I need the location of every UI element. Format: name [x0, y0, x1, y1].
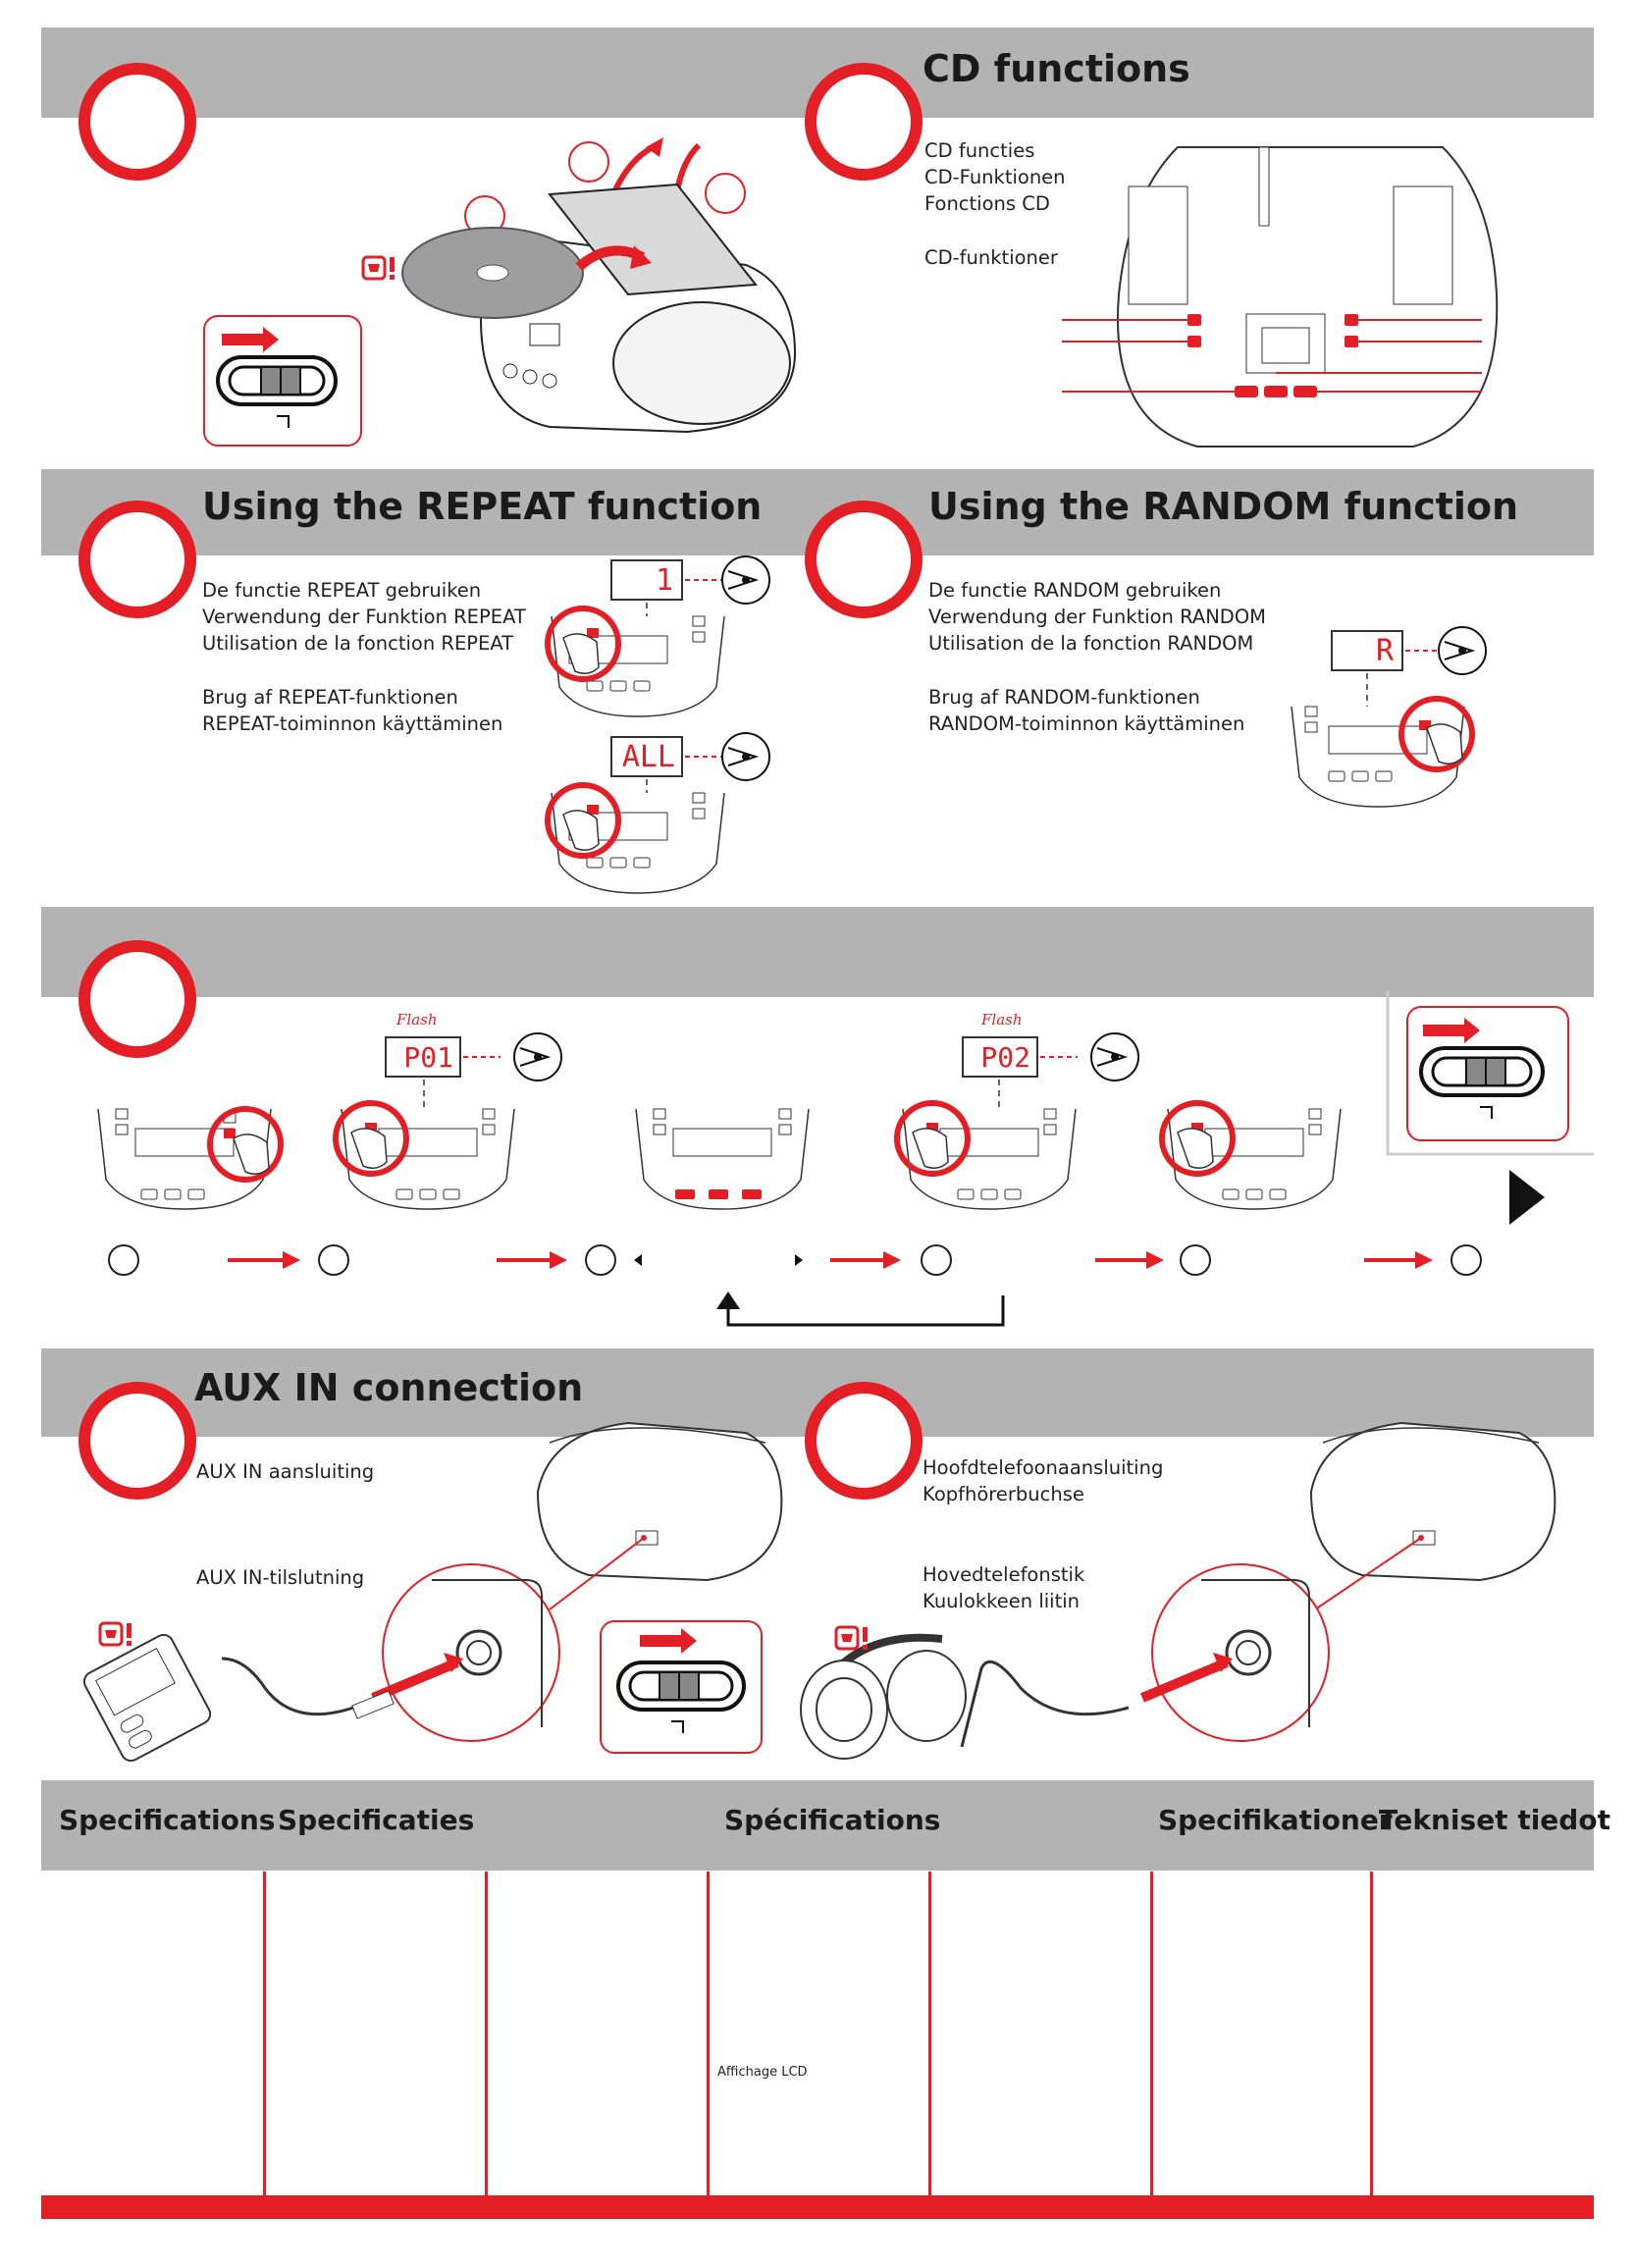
aux-line-1: AUX IN aansluiting	[196, 1460, 375, 1483]
repeat-line-fi: REPEAT-toiminnon käyttäminen	[202, 712, 503, 735]
repeat-line-nl: De functie REPEAT gebruiken	[202, 579, 482, 602]
spec-divider	[1150, 1872, 1153, 2195]
repeat-line-da: Brug af REPEAT-funktionen	[202, 686, 458, 709]
repeat-display-2-value: ALL	[621, 740, 675, 774]
cd-functions-line-de: CD-Funktionen	[924, 166, 1066, 188]
random-display-value: R	[1375, 634, 1394, 668]
step-circle-4	[805, 501, 923, 618]
spec-divider	[928, 1872, 931, 2195]
random-line-fi: RANDOM-toiminnon käyttäminen	[928, 712, 1245, 735]
cd-functions-line-nl: CD functies	[924, 139, 1035, 162]
repeat-display-2	[610, 736, 683, 777]
step-circle-3	[79, 501, 196, 618]
random-title: Using the RANDOM function	[928, 485, 1519, 528]
spec-lcd-label: Affichage LCD	[717, 2065, 808, 2080]
headphone-line-da: Hovedtelefonstik	[923, 1563, 1085, 1586]
aux-line-2: AUX IN-tilslutning	[196, 1566, 365, 1589]
cd-functions-line-fr: Fonctions CD	[924, 192, 1050, 215]
switch-slider-icon	[601, 1621, 762, 1753]
play-triangle-icon	[1509, 1170, 1545, 1225]
spec-header-fi: Tekniset tiedot	[1379, 1804, 1610, 1836]
spec-header-fr: Spécifications	[724, 1804, 941, 1836]
program-display-1	[385, 1036, 461, 1078]
cart-warning-icon	[363, 257, 395, 280]
spec-divider	[485, 1872, 488, 2195]
repeat-display-1	[610, 559, 683, 601]
eye-icon	[722, 556, 769, 604]
arrow-right-icon	[1364, 1251, 1433, 1269]
aux-title: AUX IN connection	[194, 1366, 584, 1409]
program-display-1-value: P01	[403, 1041, 453, 1074]
arrow-right-icon	[228, 1251, 300, 1269]
step-circle-2	[805, 63, 923, 181]
headphone-line-fi: Kuulokkeen liitin	[923, 1590, 1080, 1612]
headphone-line-nl: Hoofdtelefoonaansluiting	[923, 1456, 1164, 1479]
step-circle-1	[79, 63, 196, 181]
step-circle-6	[79, 1382, 196, 1500]
random-line-nl: De functie RANDOM gebruiken	[928, 579, 1222, 602]
eye-icon	[722, 733, 769, 780]
spec-divider	[263, 1872, 266, 2195]
cart-warning-icon	[836, 1627, 868, 1650]
repeat-title: Using the REPEAT function	[202, 485, 763, 528]
arrow-right-icon	[830, 1251, 901, 1269]
spec-divider	[707, 1872, 710, 2195]
headphone-line-de: Kopfhörerbuchse	[923, 1483, 1084, 1505]
repeat-line-de: Verwendung der Funktion REPEAT	[202, 606, 526, 628]
spec-divider	[1370, 1872, 1373, 2195]
program-flash-2: Flash	[981, 1011, 1023, 1029]
eye-icon	[514, 1033, 561, 1081]
random-display	[1331, 630, 1403, 671]
switch-slider-icon	[204, 316, 361, 446]
cart-warning-icon	[100, 1623, 132, 1646]
cd-functions-line-da: CD-funktioner	[924, 246, 1058, 269]
arrow-right-icon	[1095, 1251, 1164, 1269]
step-circle-7	[805, 1382, 923, 1500]
spec-header-en: Specifications	[59, 1804, 276, 1836]
spec-header-da: Specifikationer	[1158, 1804, 1393, 1836]
header-band-3	[41, 907, 1594, 997]
repeat-line-fr: Utilisation de la fonction REPEAT	[202, 632, 514, 655]
eye-icon	[1091, 1033, 1138, 1081]
footer-red-bar	[41, 2195, 1594, 2219]
random-line-da: Brug af RANDOM-funktionen	[928, 686, 1200, 709]
spec-header-nl: Specificaties	[278, 1804, 475, 1836]
random-line-fr: Utilisation de la fonction RANDOM	[928, 632, 1254, 655]
arrow-right-icon	[497, 1251, 567, 1269]
program-flash-1: Flash	[396, 1011, 438, 1029]
cd-functions-title: CD functions	[923, 47, 1190, 90]
step-circle-5	[79, 940, 196, 1058]
program-display-2	[962, 1036, 1038, 1078]
repeat-display-1-value: 1	[655, 563, 673, 598]
program-display-2-value: P02	[980, 1041, 1030, 1074]
switch-slider-icon	[1407, 1007, 1568, 1140]
random-line-de: Verwendung der Funktion RANDOM	[928, 606, 1266, 628]
eye-icon	[1439, 627, 1486, 674]
